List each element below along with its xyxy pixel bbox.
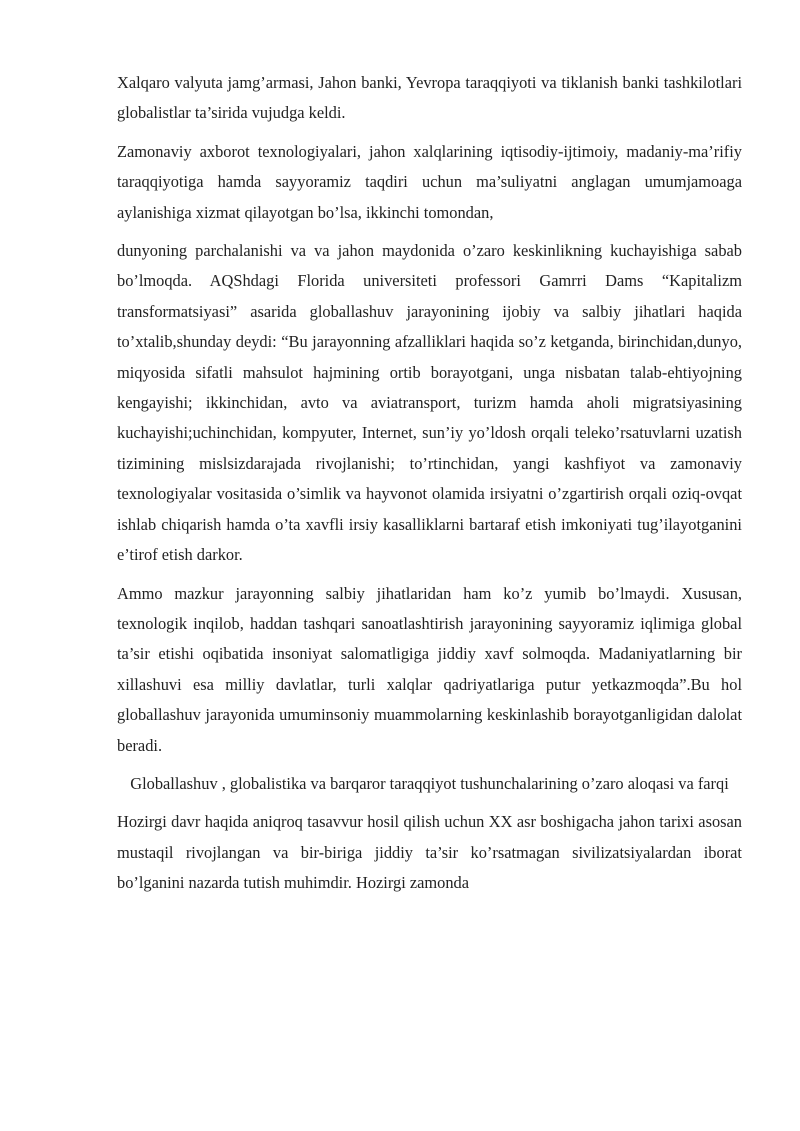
section-heading: Globallashuv , globalistika va barqaror taraqqiyot tushunchalarining o’zaro aloqasi va farqi bbox=[130, 773, 729, 793]
document-page bbox=[117, 68, 742, 907]
paragraph-organizations: Xalqaro valyuta jamg’armasi, Jahon banki, Yevropa taraqqiyoti va tiklanish banki tashkilotlari globalistlar ta’sirida vujudga keldi. bbox=[117, 73, 742, 123]
paragraph-negative-aspects: Ammo mazkur jarayonning salbiy jihatlaridan ham ko’z yumib bo’lmaydi. Xususan, texnologik inqilob, haddan tashqari sanoatlashtirish jarayonining sayyoramiz iqlimiga global ta’sir etishi oqibatida insoniyat salomatligiga jiddiy xavf solmoqda. Madaniyatlarning bir xillashuvi esa milliy davlatlar, turli xalqlar qadriyatlariga putur yetkazmoqda”.Bu hol globallashuv jarayonida umuminsoniy muammolarning keskinlashib borayotganligidan dalolat beradi. bbox=[117, 583, 742, 755]
paragraph-information-technologies: Zamonaviy axborot texnologiyalari, jahon xalqlarining iqtisodiy-ijtimoiy, madaniy-ma’rifiy taraqqiyotiga hamda sayyoramiz taqdiri uchun ma’suliyatni anglagan umumjamoaga aylanishiga xizmat qilayotgan bo’lsa, ikkinchi tomondan, bbox=[117, 141, 742, 222]
paragraph-modern-era: Hozirgi davr haqida aniqroq tasavvur hosil qilish uchun XX asr boshigacha jahon tarixi asosan mustaqil rivojlangan va bir-biriga jiddiy ta’sir ko’rsatmagan sivilizatsiyalardan iborat bo’lganini nazarda tutish muhimdir. Hozirgi zamonda bbox=[117, 812, 742, 893]
paragraph-globalization-aspects: dunyoning parchalanishi va va jahon maydonida o’zaro keskinlikning kuchayishiga sabab bo’lmoqda. AQShdagi Florida universiteti professori Gamrri Dams “Kapitalizm transformatsiyasi” asarida globallashuv jarayonining ijobiy va salbiy jihatlari haqida to’xtalib,shunday deydi: “Bu jarayonning afzalliklari haqida so’z ketganda, birinchidan,dunyo, miqyosida sifatli mahsulot hajmining ortib borayotgani, unga nisbatan talab-ehtiyojning kengayishi; ikkinchidan, avto va aviatransport, turizm hamda aholi migratsiyasining kuchayishi;uchinchidan, kompyuter, Internet, sun’iy yo’ldosh orqali teleko’rsatuvlarni uzatish tizimining mislsizdarajada rivojlanishi; to’rtinchidan, yangi kashfiyot va zamonaviy texnologiyalar vositasida o’simlik va hayvonot olamida irsiyatni o’zgartirish orqali oziq-ovqat ishlab chiqarish hamda o’ta xavfli irsiy kasalliklarni bartaraf etish imkoniyati tug’ilayotganini e’tirof etish darkor. bbox=[117, 241, 742, 565]
